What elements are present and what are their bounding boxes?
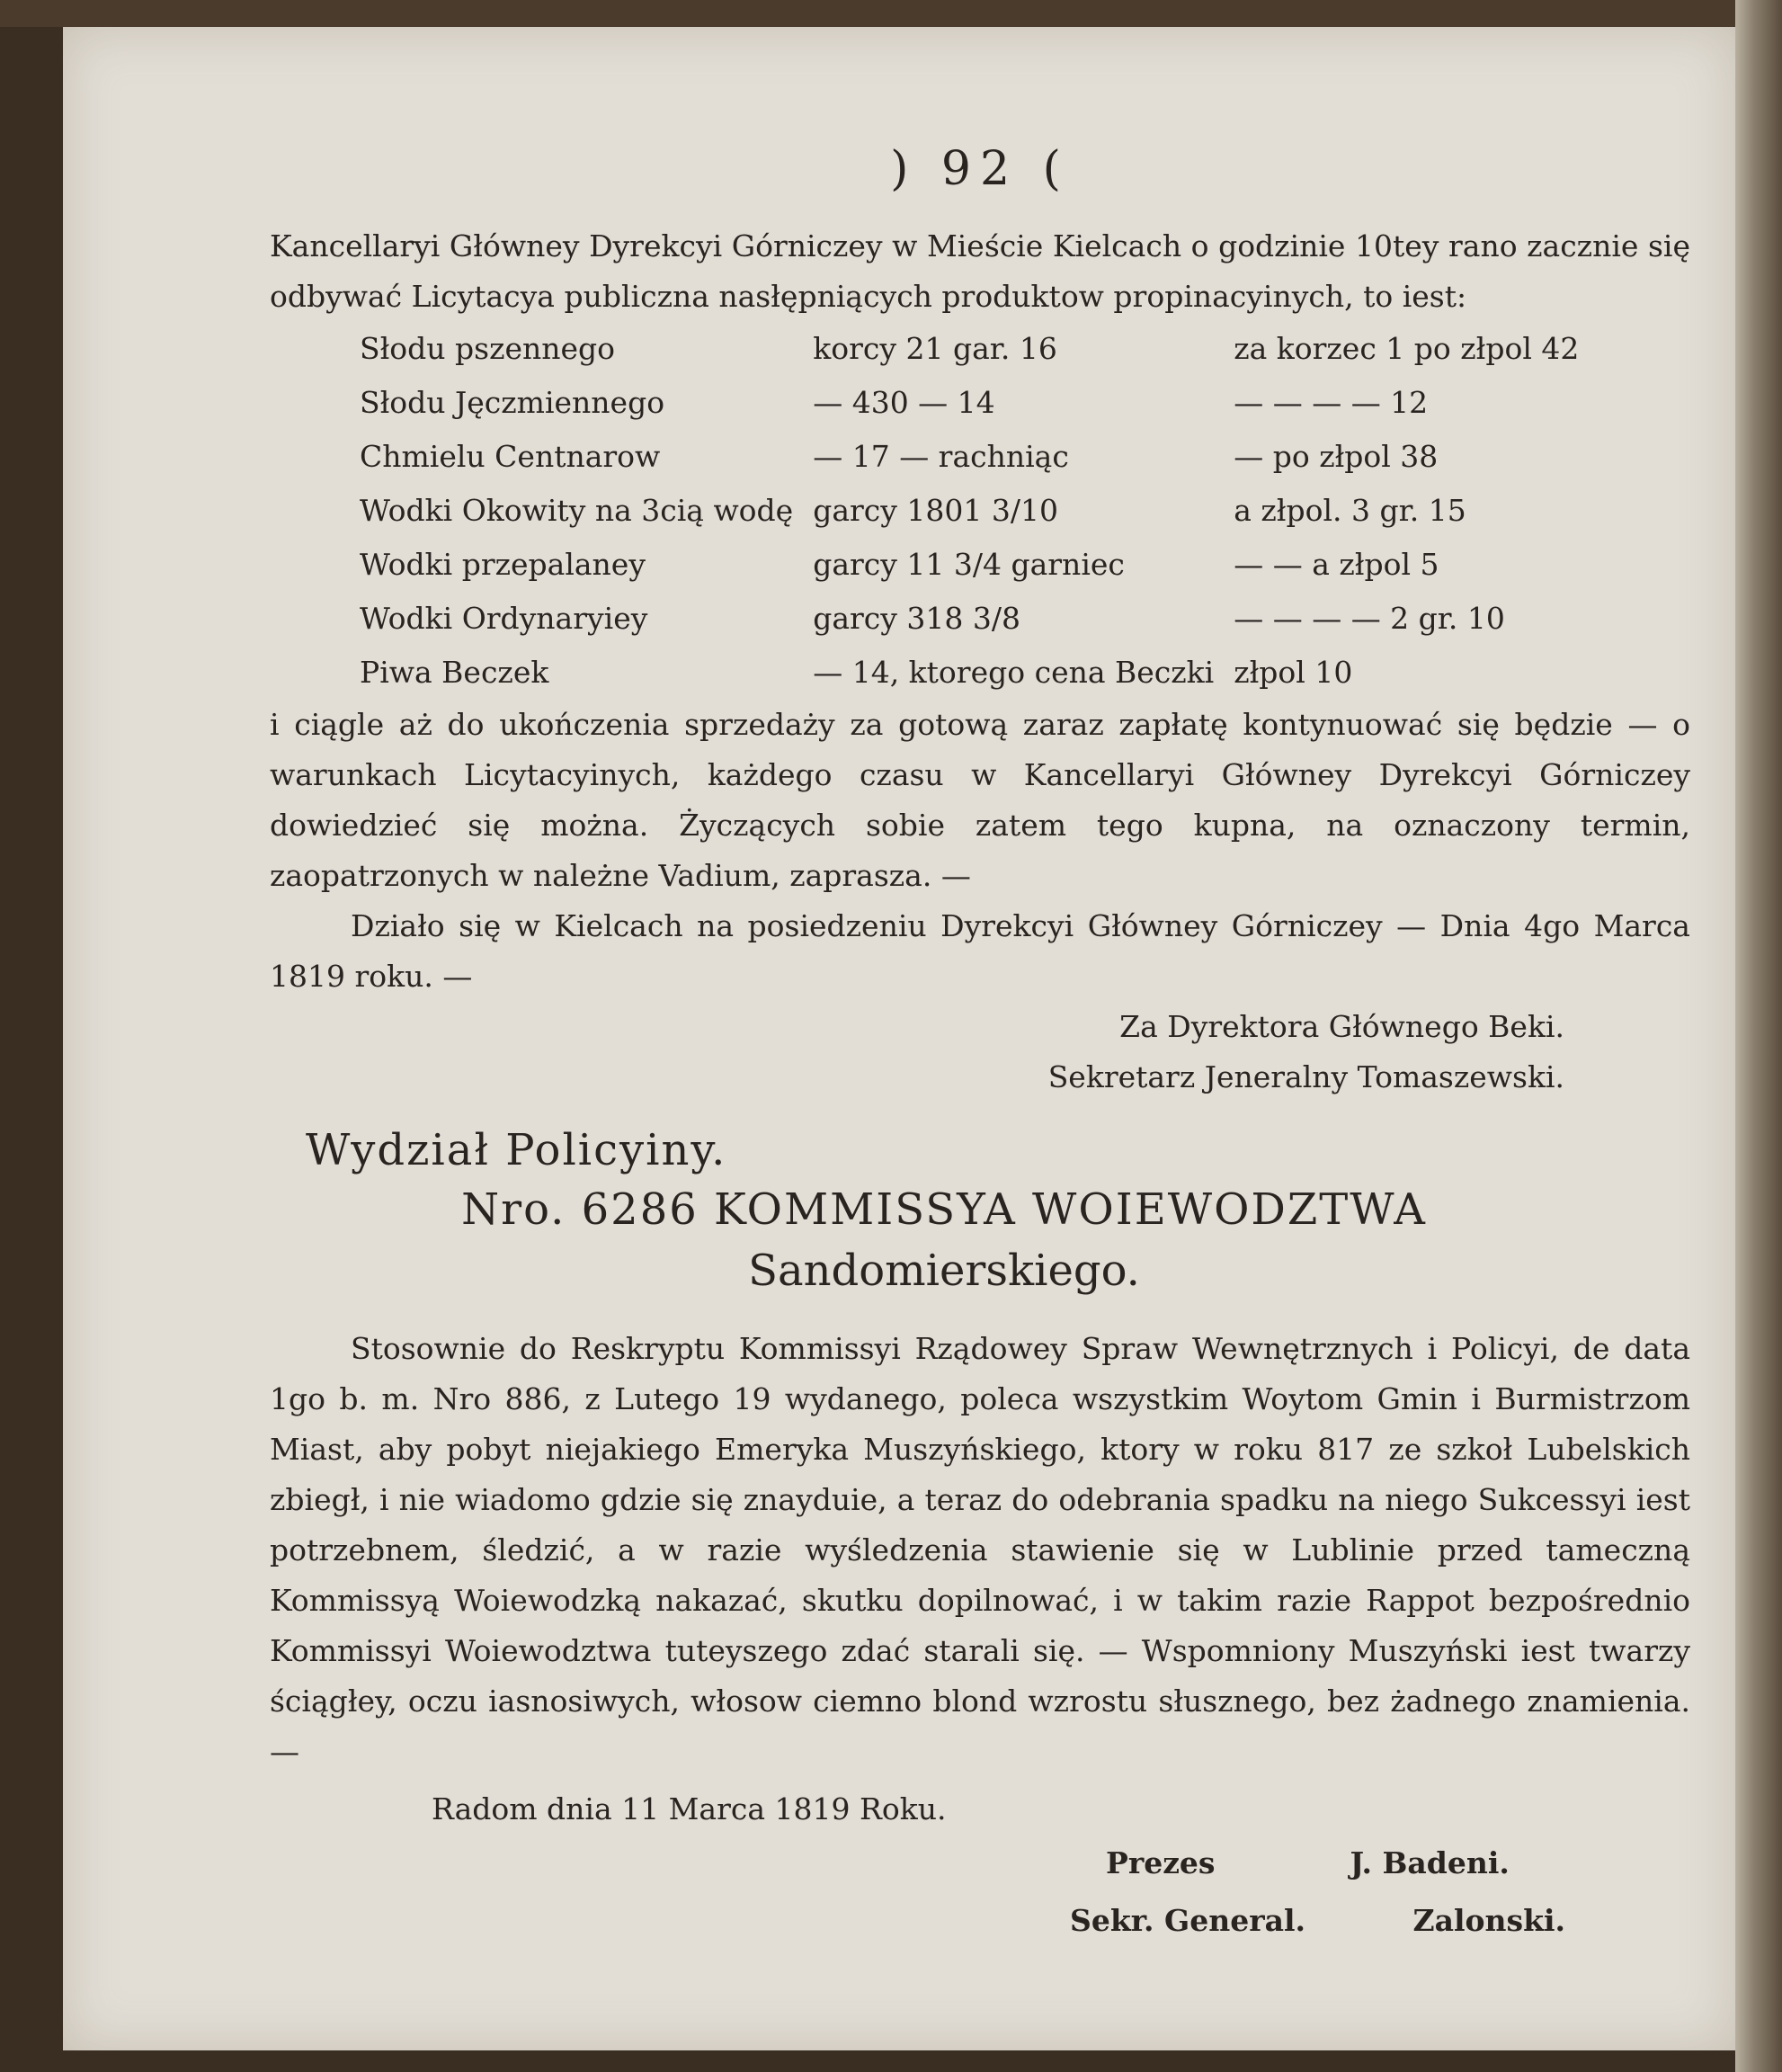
intro-paragraph: Kancellaryi Główney Dyrekcyi Górniczey w Mieście Kielcach o godzinie 10tey rano zacznie się odbywać Licytacya publiczna nasłępniących produktow propinacyinych, to iest:	[270, 228, 1690, 314]
product-row	[360, 538, 1599, 592]
product-price: złpol 10	[1234, 655, 1353, 690]
continuation-paragraph: i ciągle aż do ukończenia sprzedaży za gotową zaraz zapłatę kontynuować się będzie — o warunkach Licytacyinych, każdego czasu w Kancellaryi Główney Dyrekcyi Górniczey dowiedzieć się można. Życzących sobie zatem tego kupna, na oznaczony termin, zaopatrzonych w należne Vadium, zaprasza. —	[270, 707, 1690, 893]
product-qty: korcy 21 gar. 16	[813, 331, 1057, 366]
product-name: Słodu Jęczmiennego	[360, 385, 665, 420]
product-price: — — — — 12	[1234, 385, 1429, 420]
products-table	[360, 322, 1599, 700]
product-price: — po złpol 38	[1234, 439, 1439, 474]
page-number: ) 92 (	[890, 142, 1070, 196]
product-qty: — 430 — 14	[813, 385, 995, 420]
section-title: Wydział Policyiny.	[306, 1125, 727, 1175]
product-name: Wodki Okowity na 3cią wodę	[360, 493, 794, 528]
product-row	[360, 376, 1599, 430]
product-price: za korzec 1 po złpol 42	[1234, 331, 1580, 366]
product-name: Chmielu Centnarow	[360, 439, 661, 474]
product-price: a złpol. 3 gr. 15	[1234, 493, 1466, 528]
product-name: Wodki Ordynaryiey	[360, 601, 648, 636]
dated-line: Działo się w Kielcach na posiedzeniu Dyrekcyi Główney Górniczey — Dnia 4go Marca 1819 roku. —	[270, 908, 1690, 994]
product-row	[360, 322, 1599, 376]
body-paragraph: Stosownie do Reskryptu Kommissyi Rządowey Spraw Wewnętrznych i Policyi, de data 1go b. m. Nro 886, z Lutego 19 wydanego, poleca wszystkim Woytom Gmin i Burmistrzom Miast, aby pobyt niejakiego Emeryka Muszyńskiego, ktory w roku 817 ze szkoł Lubelskich zbiegł, i nie wiadomo gdzie się znayduie, a teraz do odebrania spadku na niego Sukcessyi iest potrzebnem, śledzić, a w razie wyśledzenia stawienie się w Lublinie przed tameczną Kommissyą Woiewodzką nakazać, skutku dopilnować, i w takim razie Rappot bezpośrednio Kommissyi Woiewodztwa tuteyszego zdać starali się. — Wspomniony Muszyński iest twarzy ściągłey, oczu iasnosiwych, włosow ciemno blond wzrostu słusznego, bez żadnego znamienia. —	[270, 1331, 1690, 1769]
secretary-label: Sekr. General.	[1070, 1903, 1305, 1938]
product-name: Piwa Beczek	[360, 655, 549, 690]
book-gutter	[1735, 0, 1782, 2072]
product-name: Wodki przepalaney	[360, 547, 646, 582]
prezes-name: J. Badeni.	[1350, 1845, 1510, 1880]
page-content	[270, 144, 1690, 1950]
product-name: Słodu pszennego	[360, 331, 616, 366]
product-qty: garcy 1801 3/10	[813, 493, 1058, 528]
product-row	[360, 646, 1599, 700]
product-qty: — 14, ktorego cena Beczki	[813, 655, 1215, 690]
product-qty: garcy 318 3/8	[813, 601, 1020, 636]
product-row	[360, 592, 1599, 646]
final-signatures	[1070, 1835, 1690, 1950]
secretary-name: Zalonski.	[1412, 1903, 1565, 1938]
product-qty: — 17 — rachniąc	[813, 439, 1069, 474]
product-row	[360, 484, 1599, 538]
nro-heading: Nro. 6286 KOMMISSYA WOIEWODZTWA	[461, 1184, 1427, 1235]
product-row	[360, 430, 1599, 484]
signature-director: Za Dyrektora Głównego Beki.	[1119, 1009, 1564, 1044]
signature-secretary: Sekretarz Jeneralny Tomaszewski.	[1047, 1059, 1564, 1094]
product-qty: garcy 11 3/4 garniec	[813, 547, 1125, 582]
product-price: — — — — 2 gr. 10	[1234, 601, 1505, 636]
sub-heading: Sandomierskiego.	[748, 1246, 1140, 1296]
prezes-label: Prezes	[1106, 1845, 1216, 1880]
product-price: — — a złpol 5	[1234, 547, 1439, 582]
place-date: Radom dnia 11 Marca 1819 Roku.	[432, 1791, 947, 1826]
scan-top-edge	[0, 0, 1782, 27]
